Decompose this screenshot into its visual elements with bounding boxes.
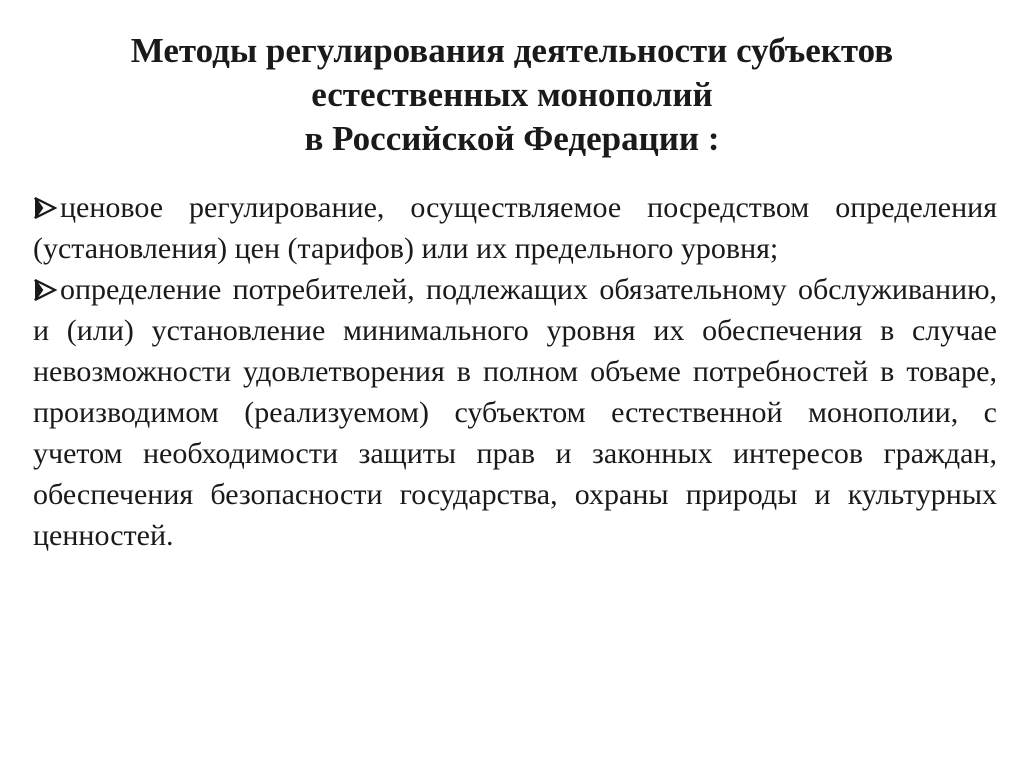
arrow-bullet-icon <box>33 187 60 228</box>
bullet-text: ценовое регулирование, осуществляемое посредством определения (установления) цен (тарифов) или их предельного уровня; <box>33 191 997 265</box>
slide-title <box>60 29 964 161</box>
bullet-item <box>33 187 997 269</box>
title-line-2: естественных монополий <box>311 75 713 114</box>
title-line-3: в Российской Федерации : <box>304 119 720 158</box>
bullet-item <box>33 269 997 556</box>
arrow-bullet-icon <box>33 269 60 310</box>
title-line-1: Методы регулирования деятельности субъектов <box>130 31 894 70</box>
bullet-text: определение потребителей, подлежащих обязательному обслуживанию, и (или) установление минимального уровня их обеспечения в случае невозможности удовлетворения в полном объеме потребностей в товаре, производимом (реализуемом) субъектом естественной монополии, с учетом необходимости защиты прав и законных интересов граждан, обеспечения безопасности государства, охраны природы и культурных ценностей. <box>33 273 997 552</box>
bullet-list <box>33 187 997 556</box>
